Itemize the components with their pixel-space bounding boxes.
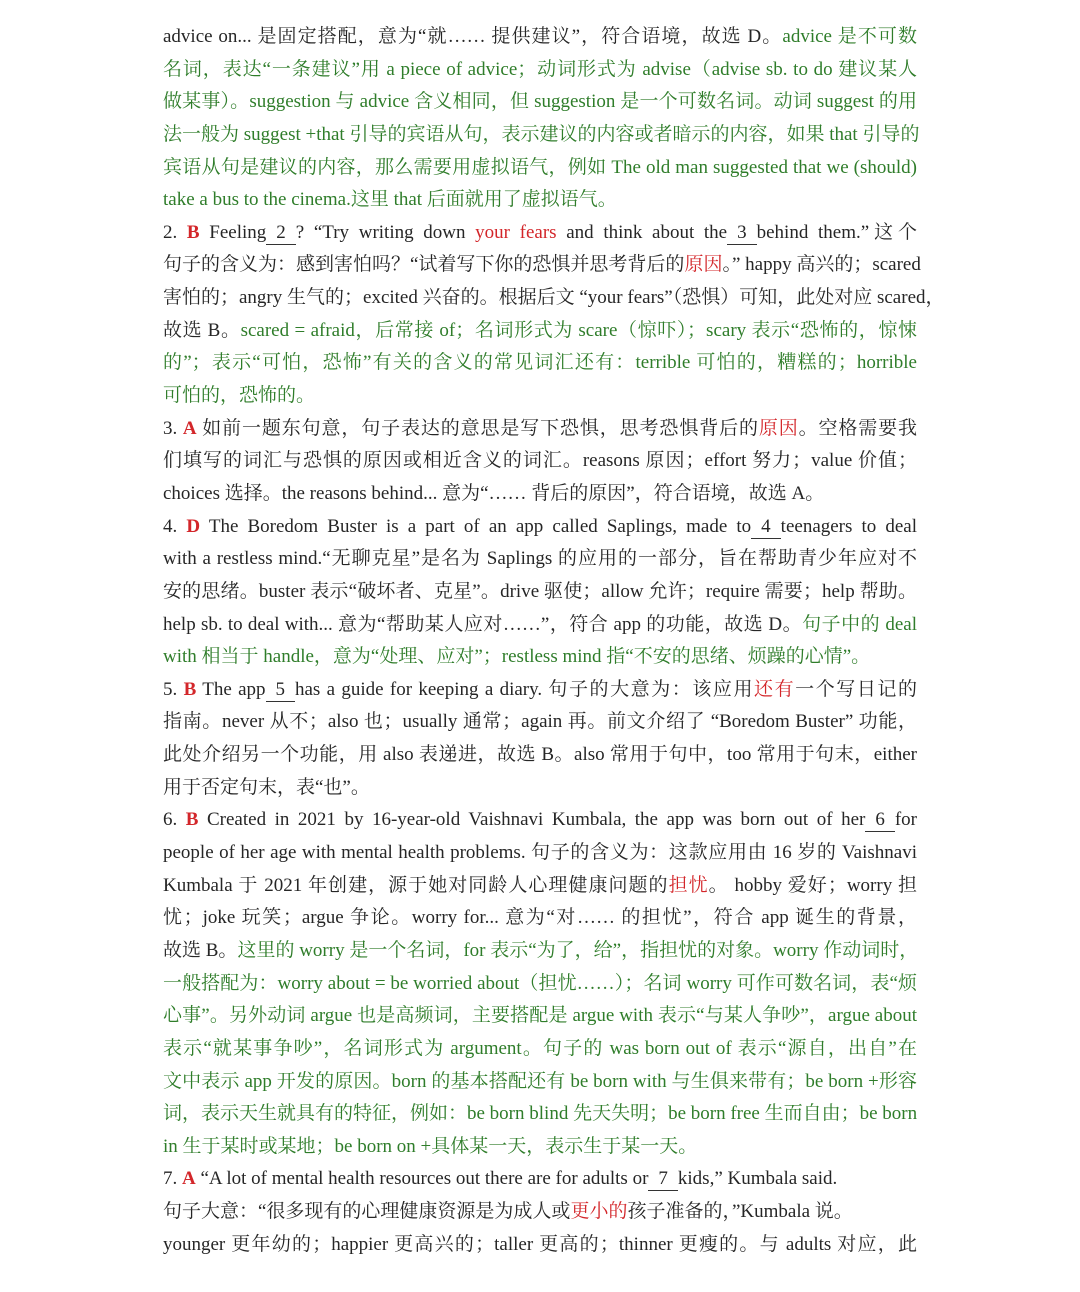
text-line xyxy=(163,184,917,217)
text-segment: 2. xyxy=(163,221,187,243)
text-segment: 忧；joke 玩笑；argue 争论。worry for... 意为“对…… 的担忧”，符合 app 诞生的背景， xyxy=(163,907,917,929)
text-segment: 4. xyxy=(163,515,187,537)
text-segment: The Boredom Buster is a part of an app called Saplings, made to xyxy=(200,515,752,537)
text-line xyxy=(163,1229,917,1262)
text-line xyxy=(163,86,917,119)
text-line xyxy=(163,870,917,903)
text-line xyxy=(163,1163,917,1196)
text-segment: ? “Try writing down xyxy=(295,221,476,243)
answer-letter: B xyxy=(183,678,197,700)
text-segment: Feeling xyxy=(199,221,267,243)
text-segment: 害怕的；angry 生气的；excited 兴奋的。根据后文 “your fears”（恐惧）可知，此处对应 scared， xyxy=(163,287,945,309)
text-line xyxy=(163,543,917,576)
answer-letter: B xyxy=(185,809,199,831)
text-line xyxy=(163,380,917,413)
text-line xyxy=(163,413,917,446)
text-segment: 一个写日记的 xyxy=(795,678,917,700)
blank-number: 5 xyxy=(266,679,296,702)
text-segment: with a restless mind.“无聊克星”是名为 Saplings 的应用的一部分，旨在帮助青少年应对不 xyxy=(163,548,917,570)
text-segment: for xyxy=(894,809,917,831)
green-note-segment: 这里的 worry 是一个名词，for 表示“为了，给”，指担忧的对象。worry 作动词时， xyxy=(237,939,919,961)
text-segment: 故选 B。 xyxy=(163,939,238,961)
blank-number: 3 xyxy=(727,222,757,245)
text-line xyxy=(163,511,917,544)
green-note-segment: 表示“就某事争吵”，名词形式为 argument。句子的 was born out of 表示“源自，出自”在 xyxy=(163,1037,917,1059)
text-line xyxy=(163,152,917,185)
green-note-segment: 法一般为 suggest +that 引导的宾语从句，表示建议的内容或者暗示的内容，如果 that 引导的 xyxy=(163,123,920,145)
text-segment: 。” happy 高兴的；scared xyxy=(722,254,921,276)
text-line xyxy=(163,282,945,315)
green-note-segment: scared = afraid，后常接 of；名词形式为 scare（惊吓）；scary 表示“恐怖的，惊悚 xyxy=(240,319,917,341)
text-segment: 句子大意：“很多现有的心理健康资源是为成人或 xyxy=(163,1201,571,1223)
text-segment: 如前一题东句意，句子表达的意思是写下恐惧，思考恐惧背后的 xyxy=(196,417,759,439)
green-note-segment: in 生于某时或某地；be born on +具体某一天，表示生于某一天。 xyxy=(163,1135,698,1157)
text-segment: 指南。never 从不；also 也；usually 通常；again 再。前文介绍了 “Boredom Buster” 功能， xyxy=(163,711,917,733)
blank-number: 2 xyxy=(266,222,296,245)
text-line xyxy=(163,1131,917,1164)
text-line xyxy=(163,706,917,739)
text-segment: 用于否定句末，表“也”。 xyxy=(163,776,370,798)
text-line xyxy=(163,217,917,250)
green-note-segment: 心事”。另外动词 argue 也是高频词，主要搭配是 argue with 表示“与某人争吵”，argue about xyxy=(163,1005,917,1027)
text-line xyxy=(163,445,917,478)
text-line xyxy=(163,1098,917,1131)
text-line xyxy=(163,935,917,968)
text-line xyxy=(163,1066,917,1099)
highlight-segment: 更小的 xyxy=(570,1201,628,1223)
text-segment: 安的思绪。buster 表示“破坏者、克星”。drive 驱使；allow 允许；require 需要；help 帮助。 xyxy=(163,580,917,602)
green-note-segment: take a bus to the cinema.这里 that 后面就用了虚拟语气。 xyxy=(163,189,617,211)
text-segment: advice on... 是固定搭配，意为“就…… 提供建议”，符合语境，故选 D。 xyxy=(163,26,783,47)
text-segment: 们填写的词汇与恐惧的原因或相近含义的词汇。reasons 原因；effort 努力；value 价值； xyxy=(163,450,917,472)
highlight-segment: 原因 xyxy=(684,254,723,276)
text-segment: teenagers to deal xyxy=(780,515,918,537)
text-segment: Kumbala 于 2021 年创建，源于她对同龄人心理健康问题的 xyxy=(163,874,669,896)
text-line xyxy=(163,739,917,772)
green-note-segment: with 相当于 handle，意为“处理、应对”；restless mind 指“不安的思绪、烦躁的心情”。 xyxy=(163,646,871,668)
text-line xyxy=(163,576,917,609)
text-segment: 故选 B。 xyxy=(163,319,241,341)
text-segment: 孩子准备的，”Kumbala 说。 xyxy=(627,1201,853,1223)
text-line xyxy=(163,54,917,87)
text-segment: Created in 2021 by 16-year-old Vaishnavi Kumbala, the app was born out of her xyxy=(198,809,866,831)
text-segment: 6. xyxy=(163,809,186,831)
text-segment: 7. xyxy=(163,1168,182,1190)
green-note-segment: 宾语从句是建议的内容，那么需要用虚拟语气，例如 The old man suggested that we (should) xyxy=(163,156,917,178)
text-segment: behind them.”这个 xyxy=(756,221,917,243)
text-line xyxy=(163,674,917,707)
text-segment: 此处介绍另一个功能，用 also 表递进，故选 B。also 常用于句中，too 常用于句末，either xyxy=(163,744,917,766)
blank-number: 7 xyxy=(648,1168,678,1191)
text-segment: choices 选择。the reasons behind... 意为“…… 背后的原因”，符合语境，故选 A。 xyxy=(163,482,825,504)
green-note-segment: 的”；表示“可怕，恐怖”有关的含义的常见词汇还有：terrible 可怕的，糟糕的；horrible xyxy=(163,352,917,374)
green-note-segment: advice 是不可数 xyxy=(782,26,917,47)
text-line xyxy=(163,804,917,837)
green-note-segment: 文中表示 app 开发的原因。born 的基本搭配还有 be born with 与生俱来带有；be born +形容 xyxy=(163,1070,917,1092)
highlight-segment: your fears xyxy=(475,221,557,243)
text-line xyxy=(163,347,917,380)
text-line xyxy=(163,119,920,152)
text-line xyxy=(163,1000,917,1033)
answer-letter: B xyxy=(186,221,200,243)
text-line xyxy=(163,837,917,870)
text-segment: 5. xyxy=(163,678,184,700)
answer-letter: A xyxy=(182,417,197,439)
text-line xyxy=(163,772,917,805)
text-line xyxy=(163,21,917,54)
text-line xyxy=(163,1033,917,1066)
text-line xyxy=(163,315,917,348)
text-line xyxy=(163,641,917,674)
text-segment: kids,” Kumbala said. xyxy=(677,1168,838,1190)
text-line xyxy=(163,1196,917,1229)
green-note-segment: 做某事）。suggestion 与 advice 含义相同，但 suggestion 是一个可数名词。动词 suggest 的用 xyxy=(163,91,917,113)
text-segment: and think about the xyxy=(556,221,728,243)
text-line xyxy=(163,249,921,282)
text-line xyxy=(163,609,917,642)
blank-number: 4 xyxy=(751,516,781,539)
text-segment: 句子的含义为：感到害怕吗？“试着写下你的恐惧并思考背后的 xyxy=(163,254,685,276)
answer-letter: A xyxy=(182,1168,196,1190)
highlight-segment: 还有 xyxy=(754,678,796,700)
text-segment: 。空格需要我 xyxy=(798,417,917,439)
text-segment: 3. xyxy=(163,417,183,439)
answer-letter: D xyxy=(186,515,201,537)
green-note-segment: 名词，表达“一条建议”用 a piece of advice；动词形式为 advise（advise sb. to do 建议某人 xyxy=(163,58,917,80)
text-segment: younger 更年幼的；happier 更高兴的；taller 更高的；thinner 更瘦的。与 adults 对应，此 xyxy=(163,1233,917,1255)
text-segment: has a guide for keeping a diary. 句子的大意为：该应用 xyxy=(295,678,755,700)
text-segment: people of her age with mental health problems. 句子的含义为：这款应用由 16 岁的 Vaishnavi xyxy=(163,842,917,864)
text-segment: “A lot of mental health resources out there are for adults or xyxy=(195,1168,649,1190)
green-note-segment: 句子中的 deal xyxy=(802,613,917,635)
text-segment: 。 hobby 爱好；worry 担 xyxy=(708,874,917,896)
blank-number: 6 xyxy=(865,809,895,832)
text-segment: help sb. to deal with... 意为“帮助某人应对……”，符合 app 的功能，故选 D。 xyxy=(163,613,803,635)
text-line xyxy=(163,478,917,511)
text-line xyxy=(163,968,917,1001)
green-note-segment: 一般搭配为：worry about = be worried about（担忧……）；名词 worry 可作可数名词，表“烦 xyxy=(163,972,917,994)
text-segment: The app xyxy=(196,678,266,700)
green-note-segment: 可怕的，恐怖的。 xyxy=(163,385,316,407)
answer-explanation-document xyxy=(163,21,945,1261)
text-line xyxy=(163,902,917,935)
highlight-segment: 原因 xyxy=(758,417,799,439)
highlight-segment: 担忧 xyxy=(668,874,709,896)
green-note-segment: 词，表示天生就具有的特征，例如：be born blind 先天失明；be born free 生而自由；be born xyxy=(163,1103,918,1125)
